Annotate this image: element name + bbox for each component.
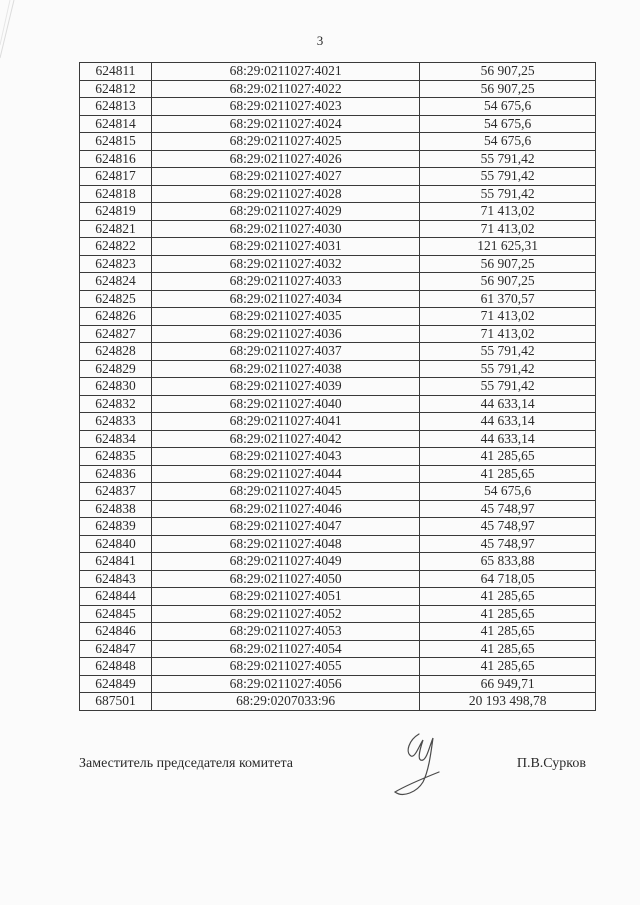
value-cell: 71 413,02 xyxy=(420,203,596,221)
cadastral-number-cell: 68:29:0211027:4037 xyxy=(151,343,419,361)
row-number-cell: 624816 xyxy=(80,150,152,168)
registry-table xyxy=(79,62,596,711)
value-cell: 41 285,65 xyxy=(420,658,596,676)
table-row xyxy=(80,693,596,711)
row-number-cell: 624823 xyxy=(80,255,152,273)
table-row xyxy=(80,570,596,588)
cadastral-number-cell: 68:29:0211027:4029 xyxy=(151,203,419,221)
cadastral-number-cell: 68:29:0211027:4043 xyxy=(151,448,419,466)
row-number-cell: 624835 xyxy=(80,448,152,466)
table-row xyxy=(80,168,596,186)
row-number-cell: 624848 xyxy=(80,658,152,676)
row-number-cell: 624813 xyxy=(80,98,152,116)
table-row xyxy=(80,98,596,116)
table-row xyxy=(80,518,596,536)
value-cell: 54 675,6 xyxy=(420,483,596,501)
cadastral-number-cell: 68:29:0211027:4054 xyxy=(151,640,419,658)
row-number-cell: 624846 xyxy=(80,623,152,641)
cadastral-number-cell: 68:29:0211027:4030 xyxy=(151,220,419,238)
table-row xyxy=(80,80,596,98)
table-row xyxy=(80,325,596,343)
value-cell: 54 675,6 xyxy=(420,98,596,116)
value-cell: 64 718,05 xyxy=(420,570,596,588)
table-row xyxy=(80,238,596,256)
value-cell: 55 791,42 xyxy=(420,378,596,396)
cadastral-number-cell: 68:29:0211027:4055 xyxy=(151,658,419,676)
row-number-cell: 624827 xyxy=(80,325,152,343)
value-cell: 71 413,02 xyxy=(420,308,596,326)
cadastral-number-cell: 68:29:0211027:4053 xyxy=(151,623,419,641)
value-cell: 54 675,6 xyxy=(420,133,596,151)
row-number-cell: 624814 xyxy=(80,115,152,133)
row-number-cell: 624811 xyxy=(80,63,152,81)
cadastral-number-cell: 68:29:0207033:96 xyxy=(151,693,419,711)
cadastral-number-cell: 68:29:0211027:4050 xyxy=(151,570,419,588)
value-cell: 44 633,14 xyxy=(420,413,596,431)
row-number-cell: 624840 xyxy=(80,535,152,553)
table-row xyxy=(80,483,596,501)
cadastral-number-cell: 68:29:0211027:4024 xyxy=(151,115,419,133)
row-number-cell: 624834 xyxy=(80,430,152,448)
table-row xyxy=(80,343,596,361)
value-cell: 41 285,65 xyxy=(420,623,596,641)
cadastral-number-cell: 68:29:0211027:4044 xyxy=(151,465,419,483)
table-row xyxy=(80,588,596,606)
cadastral-number-cell: 68:29:0211027:4039 xyxy=(151,378,419,396)
table-row xyxy=(80,500,596,518)
value-cell: 41 285,65 xyxy=(420,465,596,483)
table-row xyxy=(80,220,596,238)
cadastral-number-cell: 68:29:0211027:4048 xyxy=(151,535,419,553)
table-row xyxy=(80,273,596,291)
row-number-cell: 624847 xyxy=(80,640,152,658)
table-row xyxy=(80,255,596,273)
cadastral-number-cell: 68:29:0211027:4052 xyxy=(151,605,419,623)
cadastral-number-cell: 68:29:0211027:4041 xyxy=(151,413,419,431)
table-row xyxy=(80,623,596,641)
cadastral-number-cell: 68:29:0211027:4023 xyxy=(151,98,419,116)
cadastral-number-cell: 68:29:0211027:4025 xyxy=(151,133,419,151)
row-number-cell: 624818 xyxy=(80,185,152,203)
row-number-cell: 624822 xyxy=(80,238,152,256)
value-cell: 121 625,31 xyxy=(420,238,596,256)
value-cell: 44 633,14 xyxy=(420,430,596,448)
value-cell: 45 748,97 xyxy=(420,500,596,518)
cadastral-number-cell: 68:29:0211027:4021 xyxy=(151,63,419,81)
value-cell: 55 791,42 xyxy=(420,168,596,186)
signer-title: Заместитель председателя комитета xyxy=(79,756,293,771)
handwritten-signature xyxy=(379,726,459,806)
value-cell: 56 907,25 xyxy=(420,63,596,81)
table-row xyxy=(80,185,596,203)
value-cell: 55 791,42 xyxy=(420,150,596,168)
value-cell: 41 285,65 xyxy=(420,640,596,658)
value-cell: 61 370,57 xyxy=(420,290,596,308)
table-row xyxy=(80,430,596,448)
table-row xyxy=(80,133,596,151)
value-cell: 55 791,42 xyxy=(420,343,596,361)
row-number-cell: 624815 xyxy=(80,133,152,151)
row-number-cell: 624838 xyxy=(80,500,152,518)
row-number-cell: 624824 xyxy=(80,273,152,291)
registry-table-body xyxy=(80,63,596,711)
cadastral-number-cell: 68:29:0211027:4056 xyxy=(151,675,419,693)
row-number-cell: 624839 xyxy=(80,518,152,536)
table-row xyxy=(80,448,596,466)
cadastral-number-cell: 68:29:0211027:4046 xyxy=(151,500,419,518)
cadastral-number-cell: 68:29:0211027:4045 xyxy=(151,483,419,501)
cadastral-number-cell: 68:29:0211027:4026 xyxy=(151,150,419,168)
table-row xyxy=(80,465,596,483)
table-row xyxy=(80,308,596,326)
value-cell: 41 285,65 xyxy=(420,448,596,466)
table-row xyxy=(80,640,596,658)
value-cell: 45 748,97 xyxy=(420,535,596,553)
row-number-cell: 687501 xyxy=(80,693,152,711)
cadastral-number-cell: 68:29:0211027:4049 xyxy=(151,553,419,571)
value-cell: 65 833,88 xyxy=(420,553,596,571)
page-number: 3 xyxy=(316,33,324,48)
cadastral-number-cell: 68:29:0211027:4031 xyxy=(151,238,419,256)
table-row xyxy=(80,63,596,81)
row-number-cell: 624821 xyxy=(80,220,152,238)
cadastral-number-cell: 68:29:0211027:4034 xyxy=(151,290,419,308)
value-cell: 56 907,25 xyxy=(420,80,596,98)
value-cell: 71 413,02 xyxy=(420,220,596,238)
cadastral-number-cell: 68:29:0211027:4047 xyxy=(151,518,419,536)
value-cell: 66 949,71 xyxy=(420,675,596,693)
value-cell: 20 193 498,78 xyxy=(420,693,596,711)
value-cell: 56 907,25 xyxy=(420,273,596,291)
row-number-cell: 624825 xyxy=(80,290,152,308)
row-number-cell: 624837 xyxy=(80,483,152,501)
cadastral-number-cell: 68:29:0211027:4032 xyxy=(151,255,419,273)
value-cell: 41 285,65 xyxy=(420,588,596,606)
table-row xyxy=(80,360,596,378)
signer-name: П.В.Сурков xyxy=(516,756,586,771)
cadastral-number-cell: 68:29:0211027:4040 xyxy=(151,395,419,413)
row-number-cell: 624833 xyxy=(80,413,152,431)
row-number-cell: 624849 xyxy=(80,675,152,693)
row-number-cell: 624836 xyxy=(80,465,152,483)
row-number-cell: 624832 xyxy=(80,395,152,413)
table-row xyxy=(80,535,596,553)
table-row xyxy=(80,605,596,623)
cadastral-number-cell: 68:29:0211027:4022 xyxy=(151,80,419,98)
table-row xyxy=(80,115,596,133)
cadastral-number-cell: 68:29:0211027:4036 xyxy=(151,325,419,343)
value-cell: 41 285,65 xyxy=(420,605,596,623)
value-cell: 56 907,25 xyxy=(420,255,596,273)
cadastral-number-cell: 68:29:0211027:4027 xyxy=(151,168,419,186)
cadastral-number-cell: 68:29:0211027:4033 xyxy=(151,273,419,291)
table-row xyxy=(80,675,596,693)
value-cell: 54 675,6 xyxy=(420,115,596,133)
row-number-cell: 624844 xyxy=(80,588,152,606)
value-cell: 55 791,42 xyxy=(420,360,596,378)
row-number-cell: 624843 xyxy=(80,570,152,588)
row-number-cell: 624817 xyxy=(80,168,152,186)
table-row xyxy=(80,150,596,168)
table-row xyxy=(80,378,596,396)
cadastral-number-cell: 68:29:0211027:4051 xyxy=(151,588,419,606)
value-cell: 71 413,02 xyxy=(420,325,596,343)
row-number-cell: 624828 xyxy=(80,343,152,361)
cadastral-number-cell: 68:29:0211027:4035 xyxy=(151,308,419,326)
row-number-cell: 624826 xyxy=(80,308,152,326)
value-cell: 45 748,97 xyxy=(420,518,596,536)
table-row xyxy=(80,553,596,571)
table-row xyxy=(80,413,596,431)
row-number-cell: 624830 xyxy=(80,378,152,396)
table-row xyxy=(80,290,596,308)
table-row xyxy=(80,395,596,413)
row-number-cell: 624841 xyxy=(80,553,152,571)
row-number-cell: 624812 xyxy=(80,80,152,98)
value-cell: 44 633,14 xyxy=(420,395,596,413)
cadastral-number-cell: 68:29:0211027:4042 xyxy=(151,430,419,448)
cadastral-number-cell: 68:29:0211027:4038 xyxy=(151,360,419,378)
value-cell: 55 791,42 xyxy=(420,185,596,203)
row-number-cell: 624819 xyxy=(80,203,152,221)
row-number-cell: 624829 xyxy=(80,360,152,378)
row-number-cell: 624845 xyxy=(80,605,152,623)
table-row xyxy=(80,658,596,676)
table-row xyxy=(80,203,596,221)
cadastral-number-cell: 68:29:0211027:4028 xyxy=(151,185,419,203)
